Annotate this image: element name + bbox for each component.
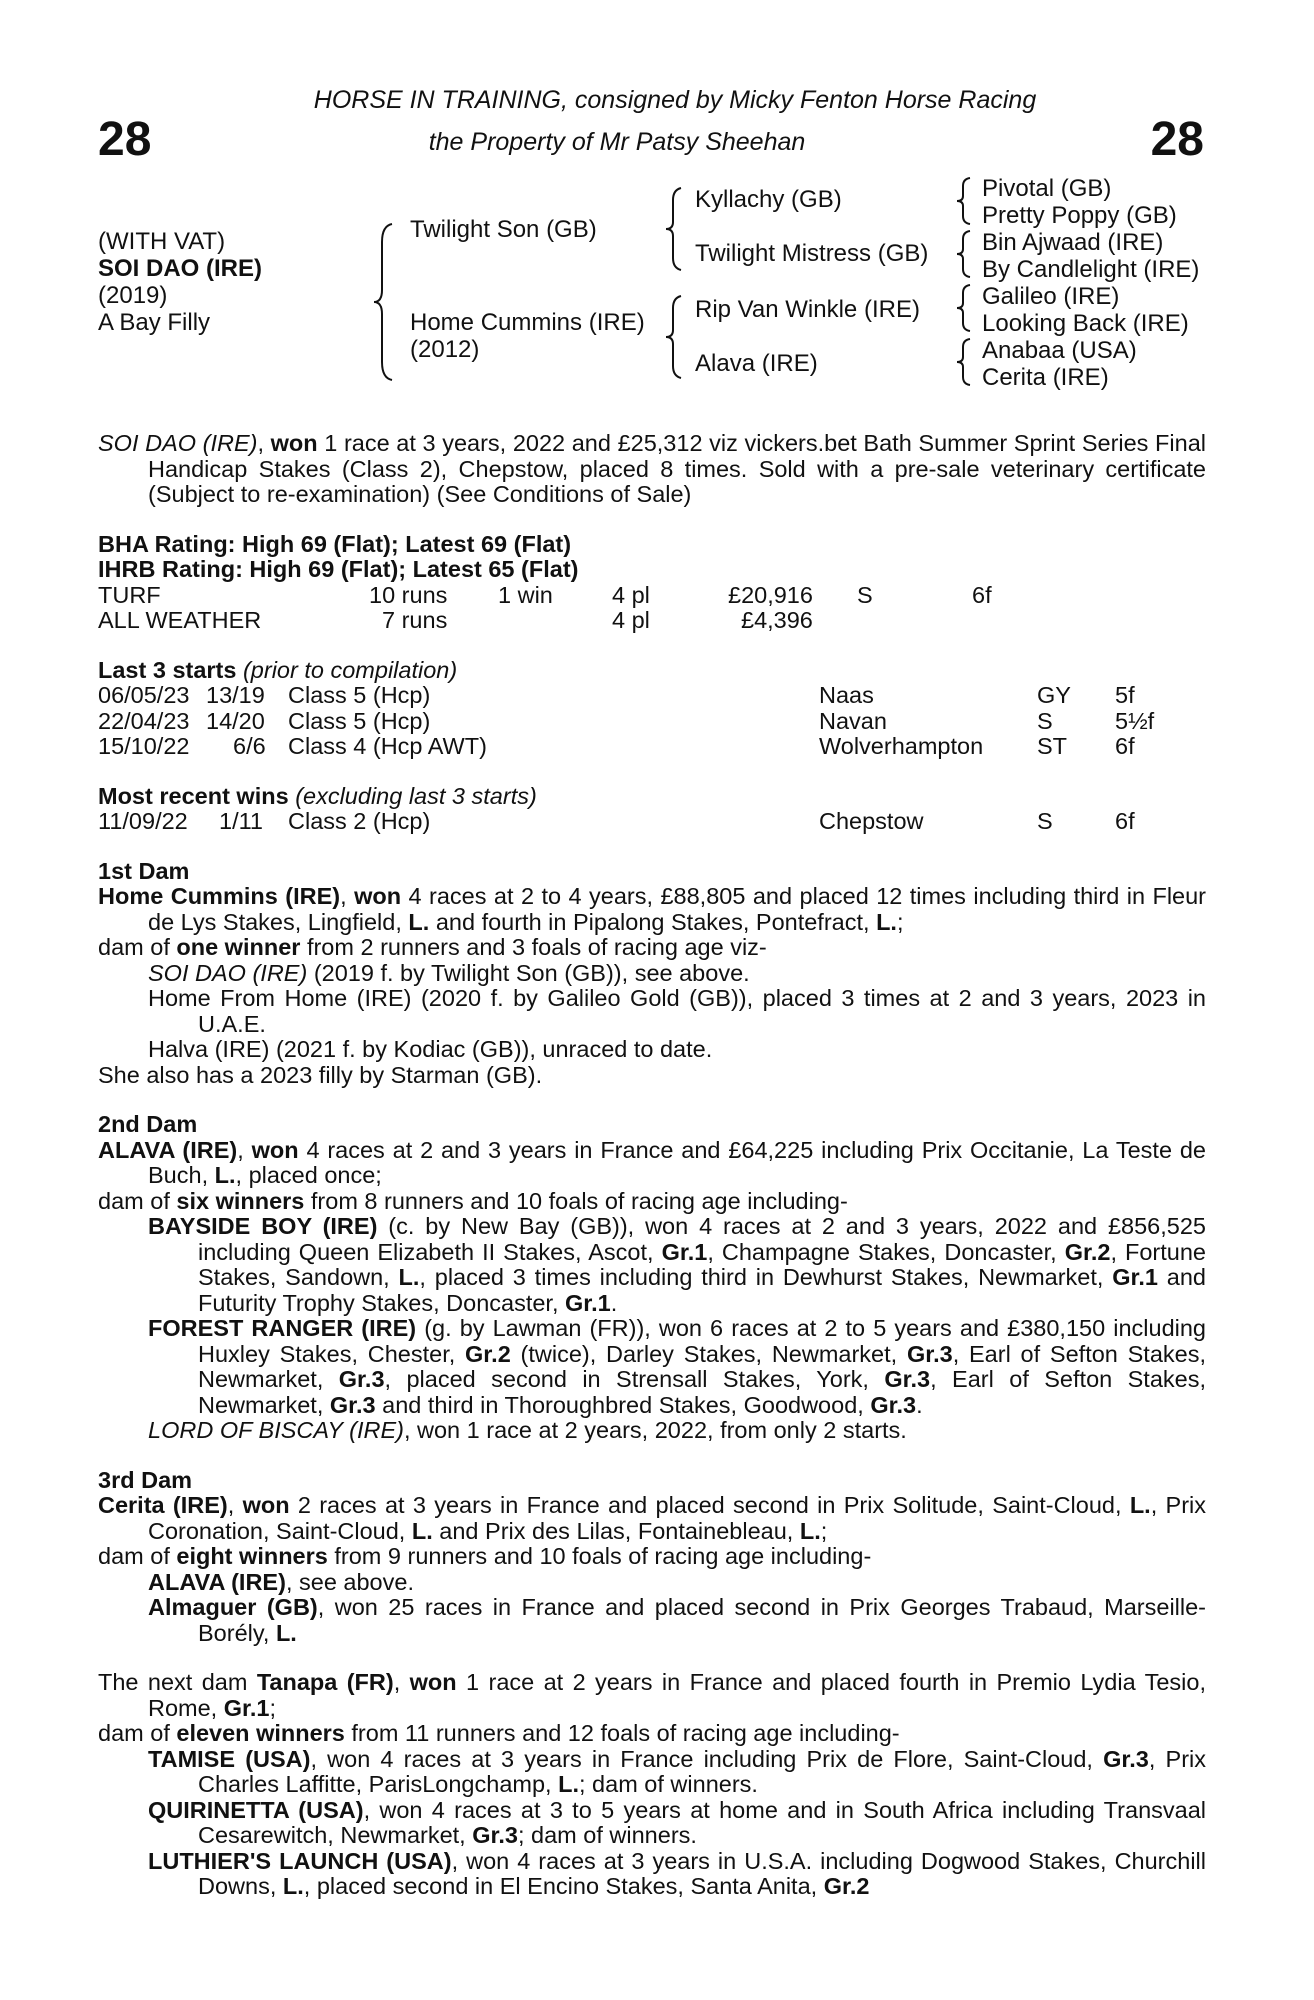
header-property: the Property of Mr Patsy Sheehan [428,128,806,156]
summary-text: 1 race at 3 years, 2022 and £25,312 viz vickers.bet Bath Summer Sprint Series Final Handicap Stakes (Class 2), Chepstow, placed 8 times. Sold with a pre-sale veterinary certificate (Subject to re-examination) (See Conditions of Sale) [148,430,1206,507]
start-going: ST [1037,733,1068,759]
progeny-text: (c. by New Bay (GB)), won 4 races at 2 and 3 years, 2022 and £856,525 including Queen Elizabeth II Stakes, Ascot, [198,1213,1206,1265]
header-consignor: HORSE IN TRAINING, consigned by Micky Fenton Horse Racing [313,86,1037,114]
progeny-name: SOI DAO (IRE) [148,959,308,986]
spacer [98,835,1206,859]
record-wins: 1 win [498,581,553,608]
record-going: S [857,581,873,608]
progeny-text: , placed second in Strensall Stakes, York, [384,1366,885,1392]
bha-rating: BHA Rating: High 69 (Flat); Latest 69 (Flat) [98,530,572,557]
group-mark: Gr.3 [884,1366,931,1392]
win-course: Chepstow [819,808,924,834]
progeny-text: , placed 3 times including third in Dewhurst Stakes, Newmarket, [419,1264,1113,1290]
record-money: £20,916 [728,581,813,608]
progeny-entry [98,986,1206,1037]
group-mark: Gr.1 [565,1289,611,1316]
dam2-name: ALAVA (IRE) [98,1136,238,1163]
progeny-entry [98,1037,1206,1063]
dam-of-winners: eight winners [176,1543,328,1569]
next-dam-of [98,1721,1206,1747]
dam-of-text: from 11 runners and 12 foals of racing age including- [344,1720,900,1746]
summary-paragraph: SOI DAO (IRE), won 1 race at 3 years, 2022 and £25,312 viz vickers.bet Bath Summer Sprint Series Final Handicap Stakes (Class 2), Chepstow, placed 8 times. Sold with a pre-sale veterinary certificate (Subject to re-examination) (See Conditions of Sale) [98,430,1206,507]
grandparent-1: Pivotal (GB) [982,175,1112,202]
brace-sire-parents [664,186,684,272]
progeny-text: Home From Home (IRE) (2020 f. by Galileo Gold (GB)), placed 3 times at 2 and 3 years, 2023 in U.A.E. [148,985,1206,1037]
dam2-heading: 2nd Dam [98,1111,198,1137]
spacer [98,1088,1206,1112]
listed-mark: L. [282,1873,304,1899]
start-position: 6/6 [233,733,266,759]
horse-name: SOI DAO (IRE) [98,255,263,282]
horse-year: (2019) [98,282,168,309]
dam2-dam-of [98,1189,1206,1215]
spacer [98,1646,1206,1670]
progeny-name: QUIRINETTA (USA) [148,1796,364,1823]
grandparent-7: Anabaa (USA) [982,337,1137,364]
dam1-dam-of [98,935,1206,961]
group-mark: Gr.3 [472,1822,518,1848]
grandparent-4: By Candlelight (IRE) [982,256,1200,283]
listed-mark: L. [876,908,897,935]
next-dam-progeny [98,1747,1206,1900]
dam3-progeny [98,1570,1206,1647]
grandparent-5: Galileo (IRE) [982,283,1120,310]
next-dam-text: ; [269,1694,277,1721]
dam3-text: and Prix des Lilas, Fontainebleau, [432,1517,800,1544]
group-mark: Gr.1 [223,1694,270,1721]
start-course: Naas [819,682,874,708]
sire: Twilight Son (GB) [410,216,597,243]
group-mark: Gr.3 [906,1340,953,1367]
win-date: 11/09/22 [98,808,188,834]
brace-sire-dam [372,222,396,382]
dam-of-text: from 2 runners and 3 foals of racing age viz- [300,934,767,960]
group-mark: Gr.3 [870,1391,917,1418]
progeny-text: , Prix Charles Laffitte, ParisLongchamp, [198,1745,1206,1797]
progeny-text: (g. by Lawman (FR)), won 6 races at 2 to 5 years and £380,150 including Huxley Stakes, Chester, [198,1315,1206,1367]
start-going: S [1037,707,1053,734]
start-distance: 6f [1115,733,1135,759]
dam-of-text: dam of [98,1543,177,1569]
dam2-progeny [98,1214,1206,1444]
grandparent-2: Pretty Poppy (GB) [982,202,1177,229]
listed-mark: L. [214,1162,236,1188]
progeny-text: , Earl of Sefton Stakes, Newmarket, [198,1366,1206,1418]
dam-of-text: dam of [98,1187,177,1214]
recent-wins-heading [98,784,1206,810]
listed-mark: L. [558,1771,579,1797]
progeny-name: ALAVA (IRE) [148,1568,286,1595]
lot-number-right: 28 [1150,113,1204,166]
win-row [98,809,1206,835]
progeny-text: and third in Thoroughbred Stakes, Goodwood, [375,1391,871,1418]
horse-vat: (WITH VAT) [98,228,226,255]
dam3-text: , Prix Coronation, Saint-Cloud, [148,1492,1206,1544]
start-class: Class 4 (Hcp AWT) [288,733,487,759]
dam2-won: won [251,1136,299,1163]
dam-of-winners: six winners [176,1187,305,1214]
lot-number-left: 28 [98,113,152,166]
dam3-dam-of [98,1544,1206,1570]
brace-g4 [956,337,972,387]
next-dam-won: won [409,1669,457,1695]
dam1-also: She also has a 2023 filly by Starman (GB). [98,1061,543,1088]
dam1-paragraph: Home Cummins (IRE), won 4 races at 2 to 4 years, £88,805 and placed 12 times including third in Fleur de Lys Stakes, Lingfield, L. and fourth in Pipalong Stakes, Pontefract, L.; [98,883,1207,935]
record-row-turf [98,583,1206,609]
brace-g3 [956,283,972,333]
dam1-text: ; [896,908,904,935]
dam2-text: , placed once; [235,1162,382,1188]
listed-mark: L. [398,1264,420,1290]
start-distance: 5f [1115,682,1135,708]
next-dam-name: Tanapa (FR) [256,1669,394,1695]
start-position: 13/19 [206,682,265,708]
last3-note: (prior to compilation) [242,656,458,683]
dam1-progeny [98,961,1206,1063]
spacer [98,634,1206,658]
progeny-text: , Champagne Stakes, Doncaster, [707,1238,1065,1265]
progeny-name: FOREST RANGER (IRE) [148,1315,417,1341]
progeny-entry [98,961,1206,987]
spacer [98,508,1206,532]
progeny-text: , won 1 race at 2 years, 2022, from only 2 starts. [403,1417,907,1443]
record-surface: TURF [98,581,161,608]
progeny-text: , see above. [285,1568,414,1595]
win-position: 1/11 [219,808,263,834]
group-mark: Gr.2 [1064,1238,1111,1265]
recent-note: (excluding last 3 starts) [295,782,537,809]
listed-mark: L. [799,1517,821,1544]
progeny-name: BAYSIDE BOY (IRE) [148,1213,378,1239]
listed-mark: L. [1129,1492,1151,1518]
win-going: S [1037,808,1053,834]
win-distance: 6f [1115,808,1135,834]
progeny-entry [98,1595,1206,1646]
dam1-name: Home Cummins (IRE) [98,883,341,909]
dam3-text: ; [820,1517,828,1544]
progeny-text: . [916,1391,923,1418]
record-placed: 4 pl [612,607,650,633]
group-mark: Gr.1 [1112,1264,1158,1290]
progeny-text: . [610,1289,618,1316]
record-runs: 10 runs [369,581,448,608]
group-mark: Gr.2 [465,1340,511,1367]
dam3-name: Cerita (IRE) [98,1492,228,1518]
spacer [98,760,1206,784]
dam1-won: won [354,883,402,909]
dam2-text: 4 races at 2 and 3 years in France and £64,225 including Prix Occitanie, La Teste de Buch, [148,1136,1206,1188]
progeny-entry [98,1316,1206,1418]
summary-horse-name: SOI DAO (IRE) [98,430,258,456]
brace-dam-parents [664,294,684,380]
progeny-entry [98,1570,1206,1596]
ihrb-rating: IHRB Rating: High 69 (Flat); Latest 65 (Flat) [98,556,579,582]
progeny-text: ; dam of winners. [579,1771,758,1797]
group-mark: Gr.1 [661,1238,708,1265]
sire-sire: Kyllachy (GB) [695,186,842,213]
dam-of-text: from 8 runners and 10 foals of racing age including- [304,1187,848,1214]
dam2-paragraph: ALAVA (IRE), won 4 races at 2 and 3 years in France and £64,225 including Prix Occitanie, La Teste de Buch, L., placed once; [98,1136,1206,1188]
brace-g2 [956,229,972,279]
progeny-text: (twice), Darley Stakes, Newmarket, [510,1340,907,1367]
start-date: 22/04/23 [98,707,190,734]
grandparent-8: Cerita (IRE) [982,364,1109,391]
start-class: Class 5 (Hcp) [288,707,431,734]
listed-mark: L. [408,908,430,935]
dam3-text: 2 races at 3 years in France and placed second in Prix Solitude, Saint-Cloud, [289,1492,1130,1518]
progeny-name: LUTHIER'S LAUNCH (USA) [148,1847,452,1874]
start-course: Wolverhampton [819,733,984,759]
listed-mark: L. [411,1517,433,1544]
start-course: Navan [819,707,887,734]
dam: Home Cummins (IRE) [410,309,645,336]
progeny-text: , Earl of Sefton Stakes, Newmarket, [198,1340,1206,1392]
start-going: GY [1037,682,1071,708]
dam-dam: Alava (IRE) [695,350,818,377]
start-distance: 5½f [1115,707,1155,734]
listed-mark: L. [275,1619,297,1646]
start-row [98,734,1206,760]
catalogue-body [98,431,1206,1900]
record-money: £4,396 [741,607,813,633]
record-surface: ALL WEATHER [98,607,262,633]
grandparent-3: Bin Ajwaad (IRE) [982,229,1164,256]
start-row [98,709,1206,735]
start-row [98,683,1206,709]
dam-of-text: from 9 runners and 10 foals of racing age including- [327,1543,872,1569]
dam3-paragraph: Cerita (IRE), won 2 races at 3 years in France and placed second in Prix Solitude, Saint-Cloud, L., Prix Coronation, Saint-Cloud, L. and Prix des Lilas, Fontainebleau, L.; [98,1492,1206,1544]
summary-won: won [270,430,318,456]
group-mark: Gr.2 [823,1873,870,1899]
record-runs: 7 runs [382,607,448,633]
progeny-name: TAMISE (USA) [148,1745,311,1772]
group-mark: Gr.3 [338,1366,385,1392]
progeny-name: Almaguer (GB) [148,1594,318,1620]
progeny-entry [98,1418,1206,1444]
progeny-text: , won 4 races at 3 years in U.S.A. including Dogwood Stakes, Churchill Downs, [198,1847,1206,1899]
dam3-won: won [242,1492,290,1518]
dam-of-text: dam of [98,934,177,960]
start-position: 14/20 [206,707,265,734]
dam-of-text: dam of [98,1720,177,1746]
sire-dam: Twilight Mistress (GB) [695,240,929,267]
start-date: 06/05/23 [98,682,190,708]
last3-title: Last 3 starts [98,656,237,683]
group-mark: Gr.3 [329,1391,376,1418]
progeny-text: Halva (IRE) (2021 f. by Kodiac (GB)), unraced to date. [148,1036,713,1062]
dam1-text: and fourth in Pipalong Stakes, Pontefract, [429,908,877,935]
progeny-entry [98,1214,1206,1316]
progeny-text: , Fortune Stakes, Sandown, [198,1238,1206,1290]
progeny-text: , won 4 races at 3 to 5 years at home and in South Africa including Transvaal Cesarewitch, Newmarket, [198,1796,1206,1848]
dam3-heading: 3rd Dam [98,1466,193,1493]
next-dam-text: 1 race at 2 years in France and placed fourth in Premio Lydia Tesio, Rome, [148,1669,1206,1721]
start-date: 15/10/22 [98,733,190,759]
win-class: Class 2 (Hcp) [288,808,431,834]
progeny-entry [98,1798,1206,1849]
brace-g1 [956,176,972,226]
record-distance: 6f [972,581,992,608]
recent-title: Most recent wins [98,782,289,809]
progeny-text: , placed second in El Encino Stakes, Santa Anita, [303,1873,824,1899]
progeny-entry [98,1747,1206,1798]
record-placed: 4 pl [612,581,650,608]
horse-description: A Bay Filly [98,309,211,336]
start-class: Class 5 (Hcp) [288,682,431,708]
progeny-text: ; dam of winners. [517,1822,697,1848]
dam-of-winners: eleven winners [176,1720,345,1746]
progeny-text: (2019 f. by Twilight Son (GB)), see above. [307,959,750,986]
dam1-text: 4 races at 2 to 4 years, £88,805 and placed 12 times including third in Fleur de Lys Stakes, Lingfield, [148,883,1207,935]
progeny-text: , won 4 races at 3 years in France including Prix de Flore, Saint-Cloud, [310,1745,1104,1772]
record-row-all-weather [98,608,1206,634]
dam-sire: Rip Van Winkle (IRE) [695,296,920,323]
group-mark: Gr.3 [1103,1745,1149,1772]
progeny-name: LORD OF BISCAY (IRE) [148,1417,404,1443]
dam-year: (2012) [410,336,480,363]
spacer [98,1444,1206,1468]
next-dam-paragraph: The next dam Tanapa (FR), won 1 race at 2 years in France and placed fourth in Premio Lydia Tesio, Rome, Gr.1; [98,1669,1206,1721]
next-dam-text: The next dam [98,1669,257,1695]
last3-heading [98,658,1206,684]
progeny-text: and Futurity Trophy Stakes, Doncaster, [198,1264,1206,1316]
dam1-heading: 1st Dam [98,857,190,884]
progeny-entry [98,1849,1206,1900]
dam-of-winners: one winner [176,934,301,960]
progeny-text: , won 25 races in France and placed second in Prix Georges Trabaud, Marseille-Borély, [198,1594,1206,1646]
grandparent-6: Looking Back (IRE) [982,310,1189,337]
